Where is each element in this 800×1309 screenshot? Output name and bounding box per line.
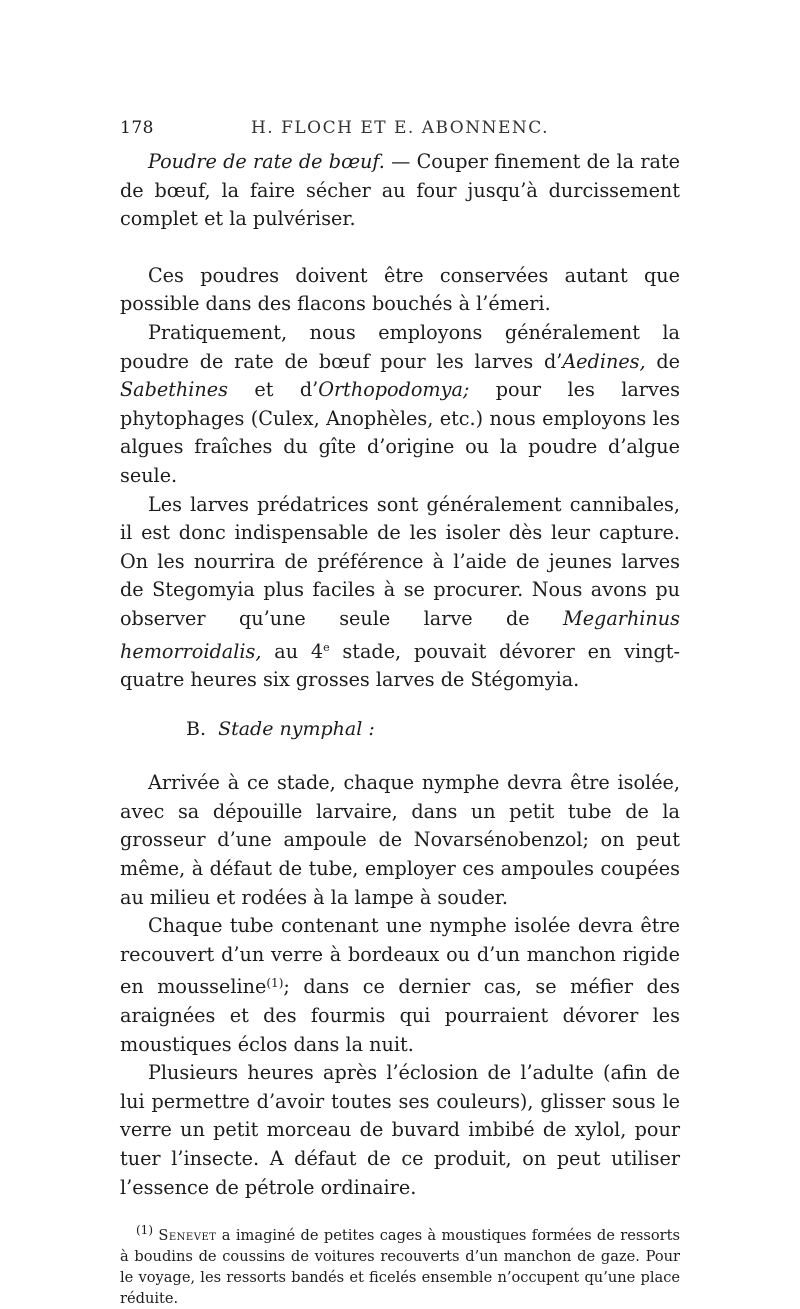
paragraph-text: Plusieurs heures après l’éclosion de l’adulte (afin de lui permettre d’avoir toutes ses couleurs), glisser sous le verre un petit morceau de buvard imbibé de xylol, pour tuer l’insecte. A défaut de ce produit, on peut utiliser l’essence de pétrole ordinaire. bbox=[120, 1061, 680, 1199]
taxon-name: Aedines, bbox=[562, 349, 646, 373]
paragraph-plusieurs-heures bbox=[120, 1059, 680, 1202]
page-number: 178 bbox=[120, 118, 154, 138]
footnote bbox=[120, 1220, 680, 1309]
running-header bbox=[120, 118, 680, 148]
section-heading bbox=[120, 715, 680, 744]
paragraph-larves-predatrices: Les larves prédatrices sont généralement cannibales, il est donc indispensable de les isoler dès leur capture. On les nourrira de préférence à l’aide de jeunes larves de Stegomyia plus faciles à se procurer. Nous avons pu observer qu’une seule larve de Megarhinus hemorroidalis, au 4e stade, pouvait dévorer en vingt-quatre heures six grosses larves de Stégomyia. bbox=[120, 492, 680, 692]
footnote-text: a imaginé de petites cages à moustiques formées de ressorts à boudins de coussins de voitures recouverts d’un manchon de gaze. Pour le voyage, les ressorts bandés et ficelés ensemble n’occupent qu’une place réduite. bbox=[120, 1227, 680, 1308]
document-page bbox=[120, 118, 680, 1309]
footnote-mark: (1) bbox=[136, 1223, 153, 1238]
ordinal-superscript: e bbox=[323, 640, 330, 654]
species-name: Megarhinus hemorroidalis, bbox=[120, 606, 680, 663]
paragraph-poudre-de-rate bbox=[120, 148, 680, 234]
running-title: H. FLOCH ET E. ABONNENC. bbox=[250, 118, 550, 138]
paragraph-title: Poudre de rate de bœuf. bbox=[148, 150, 385, 173]
taxon-name: Orthopodomya; bbox=[318, 378, 470, 402]
paragraph-conservation bbox=[120, 262, 680, 319]
section-letter: B. bbox=[186, 717, 207, 740]
footnote-author: Senevet bbox=[158, 1227, 217, 1245]
paragraph-arrivee bbox=[120, 769, 680, 912]
paragraph-text: — Couper finement de la rate de bœuf, la faire sécher au four jusqu’à durcissement complet et la pulvériser. bbox=[120, 150, 680, 231]
paragraph-chaque-tube: Chaque tube contenant une nymphe isolée devra être recouvert d’un verre à bordeaux ou d’un manchon rigide en mousseline$^{(1)}$; dans ce dernier cas, se méfier des araignées et des fourmis qui pourraient dévorer les moustiques éclos dans la nuit. bbox=[120, 914, 680, 1056]
taxon-name: Sabethines bbox=[120, 378, 228, 402]
paragraph-pratiquement: Pratiquement, nous employons généralement la poudre de rate de bœuf pour les larves d’Aedines, de Sabethines et d’Orthopodomya; pour les larves phytophages (Culex, Anophèles, etc.) nous employons les algues fraîches du gîte d’origine ou la poudre d’algue seule. bbox=[120, 320, 680, 487]
footnote-reference: (1) bbox=[266, 976, 284, 991]
paragraph-text: Arrivée à ce stade, chaque nymphe devra être isolée, avec sa dépouille larvaire, dans un petit tube de la grosseur d’une ampoule de Novarsénobenzol; on peut même, à défaut de tube, employer ces ampoules coupées au milieu et rodées à la lampe à souder. bbox=[120, 771, 680, 909]
paragraph-text: Ces poudres doivent être conservées autant que possible dans des flacons bouchés à l’émeri. bbox=[120, 263, 680, 316]
body-text bbox=[120, 148, 680, 1202]
section-title: Stade nymphal : bbox=[218, 717, 375, 740]
